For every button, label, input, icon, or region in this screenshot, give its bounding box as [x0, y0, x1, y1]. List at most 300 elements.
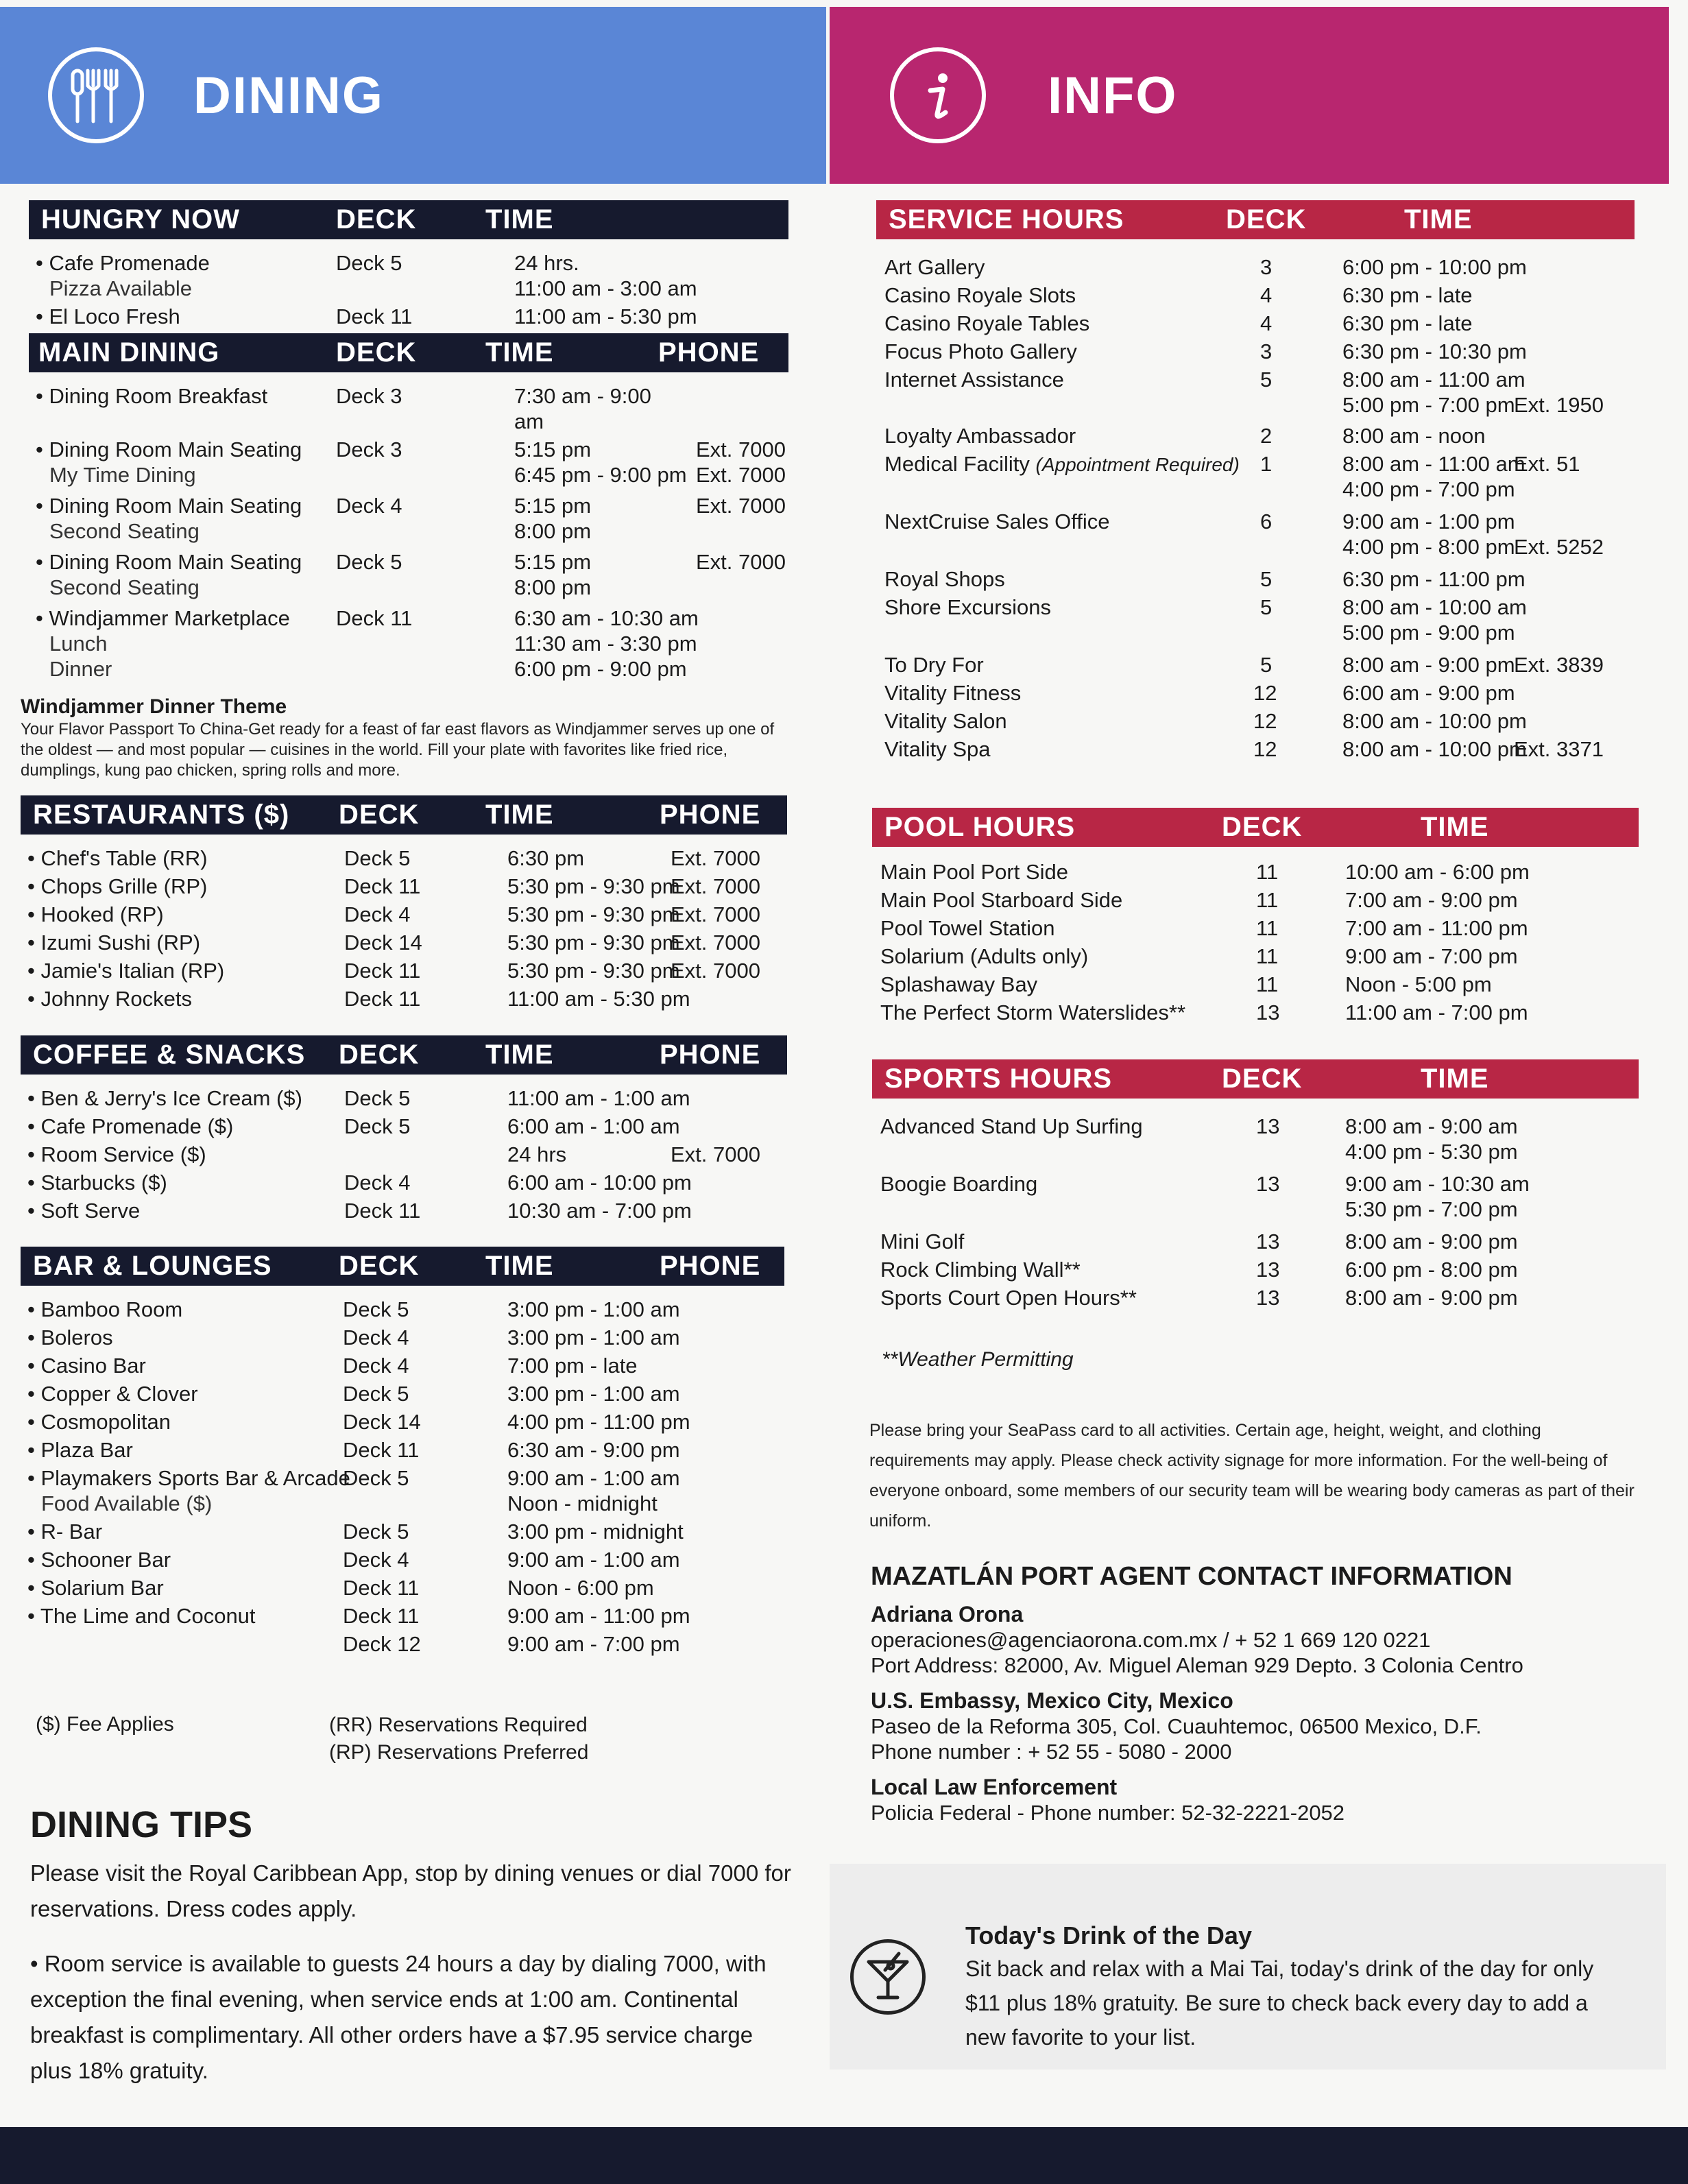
deck: Deck 11 [344, 1199, 421, 1223]
time: 5:00 pm - 9:00 pm [1342, 621, 1515, 645]
table-row [29, 601, 788, 683]
table-row [872, 942, 1639, 970]
service-name: Casino Royale Tables [884, 311, 1090, 335]
table-row [876, 253, 1635, 281]
deck: Deck 5 [336, 251, 402, 275]
deck: 12 [1253, 681, 1277, 705]
table-row [876, 735, 1635, 763]
col-header: TIME [1318, 1059, 1639, 1099]
table-row [21, 1323, 784, 1352]
col-header: TIME [439, 1247, 651, 1286]
phone: Ext. 7000 [671, 902, 760, 926]
service-name: To Dry For [884, 653, 984, 677]
venue-note: Second Seating [49, 575, 200, 599]
venue-name: • Playmakers Sports Bar & Arcade [27, 1465, 336, 1491]
time: 6:30 pm - 10:30 pm [1342, 339, 1527, 363]
embassy-phone: Phone number : + 52 55 - 5080 - 2000 [871, 1740, 1232, 1764]
venue-name: • Solarium Bar [27, 1575, 336, 1600]
time: 11:00 am - 3:00 am [514, 276, 697, 300]
time: 10:00 am - 6:00 pm [1345, 860, 1530, 884]
restaurants-table [21, 795, 787, 1013]
sport-name: Rock Climbing Wall** [880, 1258, 1081, 1282]
table-row [21, 1436, 784, 1464]
time: 11:00 am - 1:00 am [507, 1086, 690, 1110]
law-name: Local Law Enforcement [871, 1775, 1118, 1799]
col-header: COFFEE & SNACKS [21, 1035, 336, 1075]
deck: 12 [1253, 737, 1277, 761]
time: 9:00 am - 10:30 am [1345, 1172, 1530, 1196]
venue-name: • Boleros [27, 1325, 336, 1350]
deck: 5 [1260, 595, 1273, 619]
time: 5:15 pm [514, 494, 592, 518]
time: 8:00 pm [514, 519, 592, 543]
phone: Ext. 7000 [696, 437, 786, 461]
service-name: Internet Assistance [884, 368, 1064, 392]
deck: Deck 4 [336, 494, 402, 518]
col-header: DECK [1226, 200, 1322, 239]
extension: Ext. 51 [1514, 452, 1580, 476]
time: 6:00 pm - 9:00 pm [514, 657, 687, 681]
service-name: Vitality Spa [884, 737, 991, 761]
venue-name: • Plaza Bar [27, 1437, 336, 1463]
venue-name: • R- Bar [27, 1519, 336, 1544]
sport-name: Advanced Stand Up Surfing [880, 1114, 1143, 1138]
time: 7:00 pm - late [507, 1354, 638, 1378]
embassy-address: Paseo de la Reforma 305, Col. Cuauhtemoc, 06500 Mexico, D.F. [871, 1714, 1482, 1738]
pool-name: Pool Towel Station [880, 916, 1055, 940]
agent-address: Port Address: 82000, Av. Miguel Aleman 929 Depto. 3 Colonia Centro [871, 1653, 1523, 1677]
service-name: Art Gallery [884, 255, 985, 279]
time: 6:30 pm - late [1342, 311, 1473, 335]
footer-band [0, 2127, 1688, 2184]
deck: Deck 11 [344, 874, 421, 898]
table-row [876, 309, 1635, 337]
deck: Deck 5 [343, 1297, 409, 1321]
deck [336, 1140, 439, 1168]
theme-title: Windjammer Dinner Theme [21, 695, 287, 718]
col-header: TIME [439, 200, 788, 239]
extension: Ext. 1950 [1514, 393, 1604, 417]
table-row [876, 561, 1635, 593]
phone: Ext. 7000 [671, 1142, 760, 1166]
bars-lounges-table [21, 1247, 784, 1658]
time: 8:00 am - 9:00 pm [1342, 653, 1515, 677]
time: 24 hrs [507, 1142, 567, 1166]
table-row [876, 419, 1635, 450]
table-row [872, 998, 1639, 1027]
table-row [872, 1223, 1639, 1256]
deck: 5 [1260, 653, 1273, 677]
deck: Deck 3 [336, 437, 402, 461]
deck: Deck 11 [343, 1438, 420, 1462]
extension: Ext. 3371 [1514, 737, 1604, 761]
deck: Deck 4 [343, 1325, 409, 1349]
table-row [21, 985, 787, 1013]
sport-name: Boogie Boarding [880, 1172, 1038, 1196]
deck: 4 [1260, 311, 1273, 335]
col-header: SERVICE HOURS [876, 200, 1226, 239]
col-header: PHONE [651, 333, 788, 372]
deck: 13 [1256, 1000, 1280, 1024]
venue-name: • Copper & Clover [27, 1381, 336, 1406]
service-hours-table [876, 200, 1635, 763]
deck: Deck 11 [336, 304, 413, 328]
sport-name: Mini Golf [880, 1229, 965, 1253]
col-header: RESTAURANTS ($) [21, 795, 336, 835]
drink-text [965, 1920, 1624, 2054]
table-row [876, 450, 1635, 503]
windjammer-theme [21, 695, 788, 781]
col-header: POOL HOURS [872, 808, 1222, 847]
time: 6:30 pm - 11:00 pm [1342, 567, 1526, 591]
venue-name: • Izumi Sushi (RP) [21, 928, 336, 957]
table-row [29, 382, 788, 435]
venue-name: • The Lime and Coconut [27, 1603, 336, 1629]
table-row [876, 647, 1635, 679]
time: 11:00 am - 5:30 pm [514, 304, 697, 328]
time: 4:00 pm - 7:00 pm [1342, 477, 1515, 501]
phone: Ext. 7000 [671, 959, 760, 983]
table-row [872, 1256, 1639, 1284]
time: 4:00 pm - 11:00 pm [507, 1410, 690, 1434]
deck: 3 [1260, 339, 1273, 363]
deck: 13 [1256, 1172, 1280, 1196]
venue-note: Second Seating [49, 519, 200, 543]
pool-name: Main Pool Port Side [880, 860, 1068, 884]
deck: Deck 11 [336, 606, 413, 630]
main-dining-table [29, 333, 788, 683]
coffee-snacks-table [21, 1035, 787, 1225]
table-row [21, 872, 787, 900]
table-row [21, 928, 787, 957]
time: 6:00 pm - 10:00 pm [1342, 255, 1527, 279]
table-row [876, 337, 1635, 365]
time: 6:45 pm - 9:00 pm [514, 463, 687, 487]
phone: Ext. 7000 [671, 931, 760, 955]
col-header: TIME [439, 333, 651, 372]
tips-reservations: Please visit the Royal Caribbean App, stop by dining venues or dial 7000 for reservations. Dress codes apply. [30, 1860, 791, 1921]
deck: Deck 12 [343, 1632, 421, 1656]
time: 11:00 am - 7:00 pm [1345, 1000, 1528, 1024]
table-row [872, 858, 1639, 886]
legend-rp: (RP) Reservations Preferred [329, 1741, 589, 1764]
venue-name: • Cafe Promenade [36, 250, 336, 276]
time: 8:00 am - 10:00 am [1342, 595, 1527, 619]
table-row [872, 970, 1639, 998]
col-header: PHONE [651, 1035, 787, 1075]
col-header: MAIN DINING [29, 333, 336, 372]
deck: 1 [1260, 452, 1273, 476]
table-row [21, 1380, 784, 1408]
deck: Deck 5 [343, 1520, 409, 1544]
time: 9:00 am - 1:00 am [507, 1548, 680, 1572]
time: 6:00 am - 1:00 am [507, 1114, 680, 1138]
deck: 11 [1256, 916, 1279, 940]
time: 6:00 pm - 8:00 pm [1345, 1258, 1518, 1282]
info-icon [890, 47, 986, 143]
time: 7:30 am - 9:00 am [514, 384, 651, 433]
deck: 11 [1256, 944, 1279, 968]
tips-room-service: • Room service is available to guests 24 hours a day by dialing 7000, with exception the final evening, when service ends at 1:00 am. Continental breakfast is complimentary. All other orders have a $7.95 service charge plus 18% gratuity. [30, 1951, 767, 2083]
table-row [876, 281, 1635, 309]
service-name: Casino Royale Slots [884, 283, 1076, 307]
venue-name: • Jamie's Italian (RP) [21, 957, 336, 985]
col-header: DECK [336, 1035, 439, 1075]
venue-name: • Bamboo Room [27, 1297, 336, 1322]
time: Noon - 5:00 pm [1345, 972, 1492, 996]
time: 11:00 am - 5:30 pm [507, 987, 690, 1011]
time: 8:00 pm [514, 575, 592, 599]
extension: Ext. 5252 [1514, 535, 1604, 559]
venue-note: Pizza Available [49, 276, 192, 300]
table-row [21, 1602, 784, 1630]
venue-name: • Dining Room Main Seating [36, 493, 336, 518]
time: 6:30 pm [507, 846, 585, 870]
deck: Deck 5 [336, 550, 402, 574]
dining-title: DINING [193, 66, 384, 125]
venue-note: Lunch [49, 632, 108, 656]
reservation-legend [329, 1712, 588, 1766]
col-header: DECK [336, 200, 439, 239]
col-header: PHONE [651, 1247, 784, 1286]
service-note: (Appointment Required) [1035, 454, 1240, 475]
venue-name: • El Loco Fresh [36, 304, 336, 329]
table-row [21, 1517, 784, 1546]
deck: Deck 11 [343, 1604, 420, 1628]
col-header: TIME [1322, 200, 1635, 239]
deck: Deck 4 [343, 1548, 409, 1572]
time: 5:30 pm - 9:30 pm [507, 902, 680, 926]
extension: Ext. 3839 [1514, 653, 1604, 677]
deck: 13 [1256, 1229, 1280, 1253]
cocktail-icon [850, 1939, 926, 2015]
deck: Deck 5 [343, 1382, 409, 1406]
dining-tips [30, 1803, 791, 2089]
table-row [29, 489, 788, 545]
time: 8:00 am - 10:00 pm [1342, 709, 1527, 733]
deck: 6 [1260, 509, 1273, 533]
table-row [876, 679, 1635, 707]
table-row [21, 1546, 784, 1574]
time: 9:00 am - 1:00 pm [1342, 509, 1515, 533]
time: 5:30 pm - 9:30 pm [507, 959, 680, 983]
time: 5:15 pm [514, 437, 592, 461]
table-row [21, 1295, 784, 1323]
info-title: INFO [1048, 66, 1178, 125]
table-row [876, 593, 1635, 647]
table-row [21, 1352, 784, 1380]
seapass-note: Please bring your SeaPass card to all activities. Certain age, height, weight, and clothing requirements may apply. Please check activity signage for more information. For the well-being of everyone onboard, some members of our security team will be wearing body cameras as part of their uniform. [869, 1421, 1635, 1531]
pool-name: Solarium (Adults only) [880, 944, 1089, 968]
service-name: Medical Facility [884, 452, 1030, 476]
deck: Deck 11 [343, 1576, 420, 1600]
time: 8:00 am - 10:00 pm [1342, 737, 1527, 761]
time: 5:15 pm [514, 550, 592, 574]
service-name: Loyalty Ambassador [884, 424, 1076, 448]
table-row [872, 1166, 1639, 1223]
table-row [21, 957, 787, 985]
service-name: Vitality Salon [884, 709, 1007, 733]
deck: 5 [1260, 368, 1273, 392]
deck: 5 [1260, 567, 1273, 591]
service-name: Vitality Fitness [884, 681, 1022, 705]
service-name: Shore Excursions [884, 595, 1051, 619]
table-row [21, 1084, 787, 1112]
col-header: PHONE [651, 795, 787, 835]
time: 10:30 am - 7:00 pm [507, 1199, 692, 1223]
service-name: Royal Shops [884, 567, 1005, 591]
time: 6:30 am - 10:30 am [514, 606, 699, 630]
embassy-name: U.S. Embassy, Mexico City, Mexico [871, 1688, 1233, 1713]
phone: Ext. 7000 [696, 494, 786, 518]
table-row [21, 1140, 787, 1168]
weather-note: **Weather Permitting [882, 1348, 1074, 1371]
venue-name: • Dining Room Main Seating [36, 437, 336, 462]
phone: Ext. 7000 [696, 550, 786, 574]
col-header: DECK [1222, 1059, 1318, 1099]
time: 8:00 am - 11:00 am [1342, 452, 1526, 476]
time: 6:00 am - 10:00 pm [507, 1171, 692, 1195]
venue-name: • Room Service ($) [21, 1140, 336, 1168]
venue-name: • Dining Room Breakfast [36, 383, 336, 409]
tips-title: DINING TIPS [30, 1804, 253, 1845]
table-row [876, 503, 1635, 561]
col-header: DECK [336, 795, 439, 835]
info-header [830, 7, 1669, 184]
venue-name: • Cafe Promenade ($) [21, 1112, 336, 1140]
time: 8:00 am - 9:00 pm [1345, 1286, 1518, 1310]
table-row [21, 1197, 787, 1225]
time: 5:00 pm - 7:00 pm [1342, 393, 1515, 417]
sports-hours-table [872, 1059, 1639, 1312]
time: 5:30 pm - 7:00 pm [1345, 1197, 1518, 1221]
service-name: NextCruise Sales Office [884, 509, 1110, 533]
time: Noon - midnight [507, 1491, 658, 1515]
port-agent-contacts [871, 1562, 1645, 1825]
hungry-now-table [29, 200, 788, 331]
table-row [872, 1112, 1639, 1166]
table-row [21, 1574, 784, 1602]
time: 8:00 am - 9:00 pm [1345, 1229, 1518, 1253]
phone: Ext. 7000 [671, 846, 760, 870]
deck: Deck 4 [344, 902, 411, 926]
pool-name: The Perfect Storm Waterslides** [880, 1000, 1186, 1024]
time: 5:30 pm - 9:30 pm [507, 874, 680, 898]
fee-legend: ($) Fee Applies [36, 1713, 174, 1736]
table-row [876, 707, 1635, 735]
table-row [29, 249, 788, 302]
venue-name: • Cosmopolitan [27, 1409, 336, 1435]
deck: Deck 11 [344, 987, 421, 1011]
table-row [872, 886, 1639, 914]
col-header: DECK [1222, 808, 1318, 847]
service-name: Focus Photo Gallery [884, 339, 1077, 363]
col-header: TIME [439, 795, 651, 835]
deck: Deck 4 [344, 1171, 411, 1195]
deck: Deck 4 [343, 1354, 409, 1378]
pool-hours-table [872, 808, 1639, 1027]
deck: 11 [1256, 860, 1279, 884]
drink-description: Sit back and relax with a Mai Tai, today's drink of the day for only $11 plus 18% gratuity. Be sure to check back every day to add a new favorite to your list. [965, 1956, 1594, 2050]
deck: Deck 3 [336, 384, 402, 408]
phone: Ext. 7000 [696, 463, 786, 487]
dining-header [0, 7, 826, 184]
agent-name: Adriana Orona [871, 1602, 1024, 1627]
table-row [21, 900, 787, 928]
table-row [21, 1168, 787, 1197]
time: 9:00 am - 7:00 pm [507, 1632, 680, 1656]
deck: Deck 5 [343, 1466, 409, 1490]
deck: 2 [1260, 424, 1273, 448]
time: 8:00 am - 11:00 am [1342, 368, 1526, 392]
table-row [872, 914, 1639, 942]
time: 3:00 pm - 1:00 am [507, 1325, 680, 1349]
deck: Deck 5 [344, 1086, 411, 1110]
table-row [21, 1464, 784, 1517]
col-header: DECK [336, 1247, 439, 1286]
legend-rr: (RR) Reservations Required [329, 1714, 588, 1736]
venue-name: • Hooked (RP) [21, 900, 336, 928]
pool-name: Splashaway Bay [880, 972, 1038, 996]
law-phone: Policia Federal - Phone number: 52-32-2221-2052 [871, 1801, 1345, 1825]
time: 8:00 am - 9:00 am [1345, 1114, 1518, 1138]
venue-note: My Time Dining [49, 463, 196, 487]
time: 3:00 pm - 1:00 am [507, 1297, 680, 1321]
time: 9:00 am - 1:00 am [507, 1466, 680, 1490]
time: 4:00 pm - 5:30 pm [1345, 1140, 1518, 1164]
col-header: SPORTS HOURS [872, 1059, 1222, 1099]
deck: 3 [1260, 255, 1273, 279]
drink-title: Today's Drink of the Day [965, 1921, 1252, 1949]
deck: 12 [1253, 709, 1277, 733]
drink-of-day-panel [830, 1864, 1666, 2069]
col-header: HUNGRY NOW [29, 200, 336, 239]
deck: Deck 14 [343, 1410, 421, 1434]
venue-name: • Starbucks ($) [21, 1168, 336, 1197]
time: 7:00 am - 11:00 pm [1345, 916, 1528, 940]
port-title: MAZATLÁN PORT AGENT CONTACT INFORMATION [871, 1562, 1512, 1591]
table-row [876, 365, 1635, 419]
deck: Deck 5 [344, 1114, 411, 1138]
pool-name: Main Pool Starboard Side [880, 888, 1123, 912]
hungry-main-tables [29, 200, 788, 683]
venue-name: • Soft Serve [21, 1197, 336, 1225]
venue-name: • Johnny Rockets [21, 985, 336, 1013]
table-row [21, 1408, 784, 1436]
venue-note: Food Available ($) [41, 1491, 213, 1515]
phone: Ext. 7000 [671, 874, 760, 898]
deck: Deck 5 [344, 846, 411, 870]
time: 11:30 am - 3:30 pm [514, 632, 697, 656]
table-row [21, 844, 787, 872]
deck: 13 [1256, 1286, 1280, 1310]
deck: 4 [1260, 283, 1273, 307]
table-row [872, 1284, 1639, 1312]
deck: 11 [1256, 972, 1279, 996]
col-header: DECK [336, 333, 439, 372]
sport-name: Sports Court Open Hours** [880, 1286, 1137, 1310]
time: 9:00 am - 7:00 pm [1345, 944, 1518, 968]
theme-text: Your Flavor Passport To China-Get ready for a feast of far east flavors as Windjammer serves up one of the oldest — and most popular — cuisines in the world. Fill your plate with favorites like fried rice, dumplings, kung pao chicken, spring rolls and more. [21, 720, 775, 780]
deck: Deck 14 [344, 931, 422, 955]
time: 4:00 pm - 8:00 pm [1342, 535, 1515, 559]
time: 6:30 am - 9:00 pm [507, 1438, 680, 1462]
deck: 13 [1256, 1114, 1280, 1138]
time: 6:30 pm - late [1342, 283, 1473, 307]
venue-name: • Chops Grille (RP) [21, 872, 336, 900]
venue-name: • Schooner Bar [27, 1547, 336, 1572]
venue-name: • Chef's Table (RR) [21, 844, 336, 872]
